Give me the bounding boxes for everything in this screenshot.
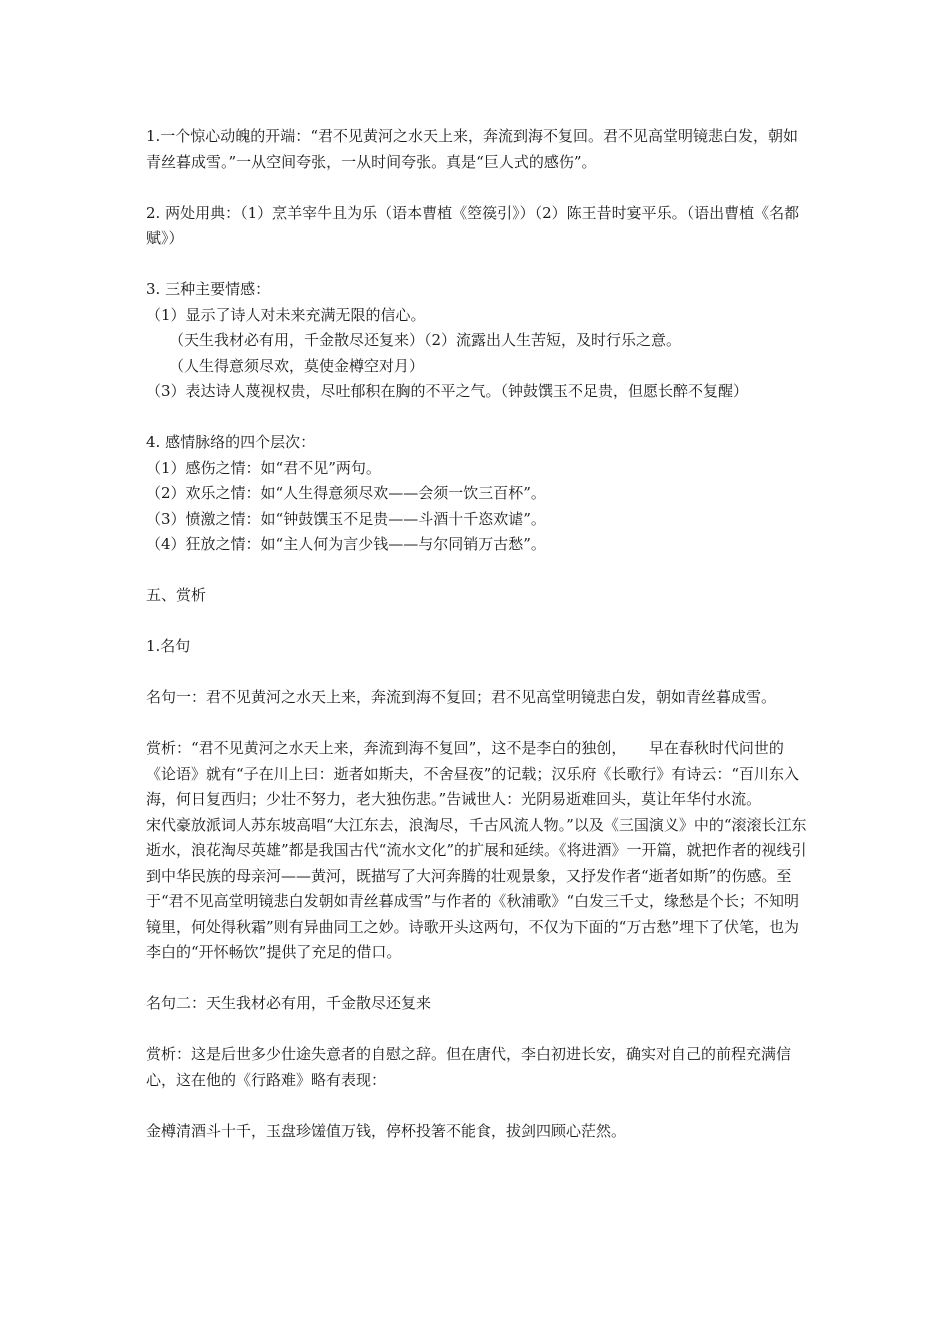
point-allusions: 2. 两处用典：（1）烹羊宰牛且为乐（语本曹植《箜篌引》）（2）陈王昔时宴平乐。（语出曹植《名都赋》） [146,203,800,247]
document-page [146,124,814,1144]
section-title: 五、赏析 [146,586,207,604]
point-opening: 1.一个惊心动魄的开端：“君不见黄河之水天上来，奔流到海不复回。君不见高堂明镜悲白发，朝如青丝暮成雪。”一从空间夸张，一从时间夸张。真是“巨人式的感伤”。 [146,127,798,171]
emotion-line: （1）显示了诗人对未来充满无限的信心。 [146,305,426,324]
analysis-one: 赏析：“君不见黄河之水天上来，奔流到海不复回”，这不是李白的独创， 早在春秋时代问世的《论语》就有“子在川上曰：逝者如斯夫，不舍昼夜”的记载；汉乐府《长歌行》有诗云：“百川东入海，何日复西归；少壮不努力，老大独伤悲。”告诫世人：光阴易逝难回头，莫让年华付水流。 宋代豪放派词人苏东坡高唱“大江东去，浪淘尽，千古风流人物。”以及《三国演义》中的“滚滚长江东逝水，浪花淘尽英雄”都是我国古代“流水文化”的扩展和延续。《将进酒》一开篇，就把作者的视线引到中华民族的母亲河——黄河，既描写了大河奔腾的壮观景象，又抒发作者“逝者如斯”的伤感。至于“君不见高堂明镜悲白发朝如青丝暮成雪”与作者的《秋浦歌》“白发三千丈，缘愁是个长；不知明镜里，何处得秋霜”则有异曲同工之妙。诗歌开头这两句，不仅为下面的“万古愁”埋下了伏笔，也为李白的“开怀畅饮”提供了充足的借口。 [146,739,814,961]
level-line: （3）愤激之情：如“钟鼓馔玉不足贵——斗酒十千恣欢谑”。 [146,509,546,528]
emotion-line: （天生我材必有用，千金散尽还复来）（2）流露出人生苦短，及时行乐之意。 [169,331,682,349]
analysis-two: 赏析：这是后世多少仕途失意者的自慰之辞。但在唐代，李白初进长安，确实对自己的前程充满信心，这在他的《行路难》略有表现： [146,1045,792,1089]
level-line: （4）狂放之情：如“主人何为言少钱——与尔同销万古愁”。 [146,535,546,553]
point-emotions-heading: 3. 三种主要情感： [146,280,271,298]
emotion-line: （3）表达诗人蔑视权贵，尽吐郁积在胸的不平之气。（钟鼓馔玉不足贵，但愿长醉不复醒） [146,382,749,400]
point-levels-heading: 4. 感情脉络的四个层次： [146,433,316,451]
subsection-title: 1.名句 [146,637,191,655]
famous-line-two: 名句二：天生我材必有用，千金散尽还复来 [146,994,432,1012]
emotion-line: （人生得意须尽欢，莫使金樽空对月） [169,356,425,375]
level-line: （2）欢乐之情：如“人生得意须尽欢——会须一饮三百杯”。 [146,484,546,502]
level-line: （1）感伤之情：如“君不见”两句。 [146,458,381,477]
famous-line-one: 名句一：君不见黄河之水天上来，奔流到海不复回；君不见高堂明镜悲白发，朝如青丝暮成雪。 [146,688,777,706]
poem-quote: 金樽清酒斗十千，玉盘珍馐值万钱，停杯投箸不能食，拔剑四顾心茫然。 [146,1121,627,1140]
